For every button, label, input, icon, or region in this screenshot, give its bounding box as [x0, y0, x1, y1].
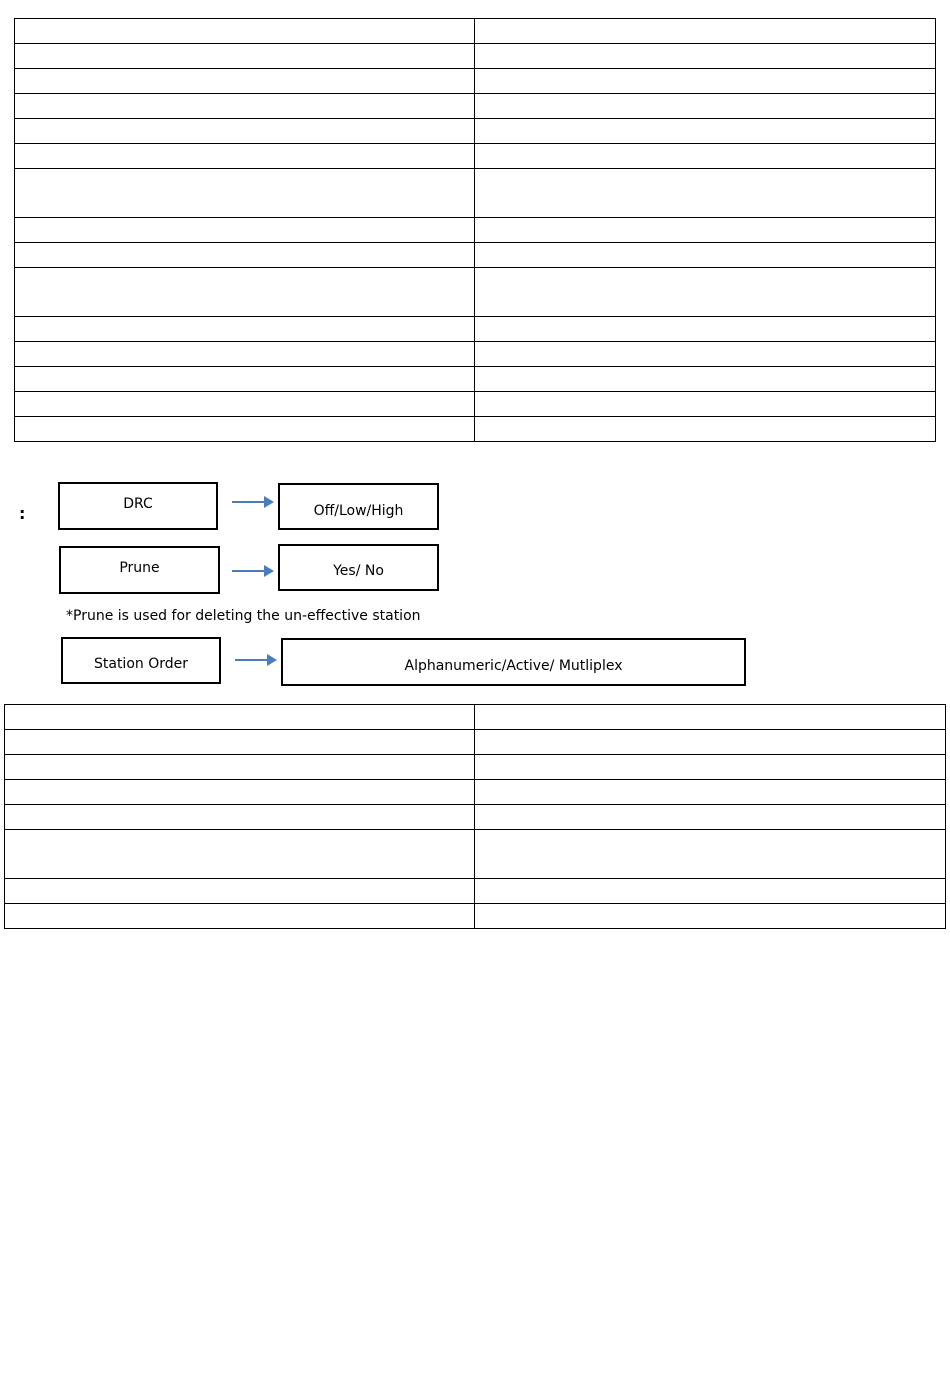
drc-label: DRC [123, 496, 153, 512]
station-order-arrow-icon [233, 652, 279, 668]
drc-options: Off/Low/High [313, 502, 404, 519]
table-cell [475, 780, 946, 805]
table-row [5, 904, 946, 929]
prune-note: *Prune is used for deleting the un-effective station [66, 608, 421, 624]
table-cell [5, 730, 475, 755]
table-cell [475, 705, 946, 730]
table-row [15, 144, 936, 169]
colon-mark: : [19, 504, 26, 523]
table-cell [15, 44, 475, 69]
table-cell [5, 755, 475, 780]
table-cell [475, 830, 946, 879]
table-cell [475, 417, 936, 442]
table-cell [15, 342, 475, 367]
prune-label: Prune [119, 560, 160, 576]
table-row [15, 218, 936, 243]
table-cell [475, 69, 936, 94]
top-table [14, 18, 936, 442]
table-cell [475, 317, 936, 342]
table-cell [15, 94, 475, 119]
table-cell [475, 730, 946, 755]
station-order-options: Alphanumeric/Active/ Mutliplex [404, 658, 623, 674]
prune-box [59, 546, 220, 594]
table-row [5, 755, 946, 780]
table-cell [15, 169, 475, 218]
table-cell [475, 169, 936, 218]
table-cell [15, 367, 475, 392]
table-cell [475, 94, 936, 119]
table-cell [5, 904, 475, 929]
table-row [15, 417, 936, 442]
table-cell [15, 243, 475, 268]
prune-arrow-icon [230, 563, 276, 579]
drc-options-box [278, 483, 439, 530]
table-cell [475, 19, 936, 44]
table-cell [5, 830, 475, 879]
table-cell [475, 119, 936, 144]
table-cell [5, 879, 475, 904]
table-cell [475, 392, 936, 417]
station-order-options-box [281, 638, 746, 686]
table-row [15, 69, 936, 94]
station-order-label: Station Order [93, 655, 188, 672]
table-cell [5, 805, 475, 830]
table-row [15, 243, 936, 268]
table-row [15, 119, 936, 144]
table-cell [475, 367, 936, 392]
table-row [15, 268, 936, 317]
table-row [15, 317, 936, 342]
table-row [15, 169, 936, 218]
table-cell [475, 879, 946, 904]
station-order-box [61, 637, 221, 684]
table-row [5, 830, 946, 879]
table-row [15, 392, 936, 417]
table-cell [475, 218, 936, 243]
table-cell [15, 69, 475, 94]
table-cell [475, 243, 936, 268]
bottom-table [4, 704, 946, 929]
table-cell [15, 19, 475, 44]
table-cell [5, 780, 475, 805]
table-row [5, 780, 946, 805]
table-row [15, 94, 936, 119]
table-cell [15, 317, 475, 342]
table-cell [15, 119, 475, 144]
table-cell [475, 342, 936, 367]
table-cell [15, 417, 475, 442]
table-row [15, 367, 936, 392]
table-row [5, 705, 946, 730]
table-row [15, 19, 936, 44]
table-cell [15, 218, 475, 243]
drc-box [58, 482, 218, 530]
table-cell [475, 144, 936, 169]
drc-arrow-icon [230, 494, 276, 510]
table-cell [5, 705, 475, 730]
table-row [15, 342, 936, 367]
table-cell [475, 755, 946, 780]
prune-options-box [278, 544, 439, 591]
table-row [5, 879, 946, 904]
table-cell [15, 392, 475, 417]
table-row [15, 44, 936, 69]
table-row [5, 730, 946, 755]
table-cell [475, 268, 936, 317]
table-cell [475, 805, 946, 830]
table-row [5, 805, 946, 830]
table-cell [475, 44, 936, 69]
table-cell [15, 144, 475, 169]
prune-options: Yes/ No [333, 562, 384, 579]
table-cell [15, 268, 475, 317]
table-cell [475, 904, 946, 929]
